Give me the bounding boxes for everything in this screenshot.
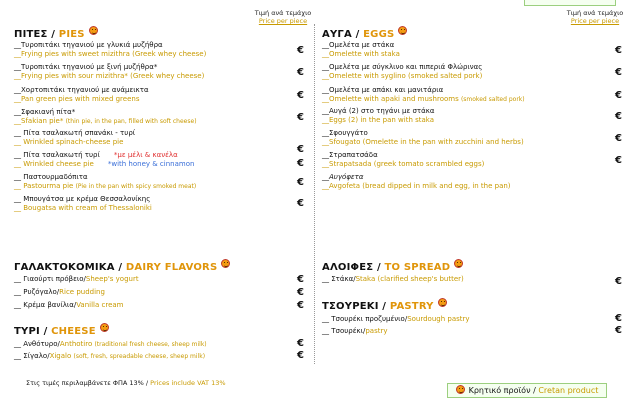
menu-item: __Τυροπιτάκι τηγανιού με ξινή μυζήθρα* __Frying pies with sour mizithra* (Greek whey cheese) € <box>14 63 304 80</box>
price-header-left: Τιμή ανά τεμάχιο Price per piece <box>254 9 312 25</box>
euro-sign: € <box>615 313 622 324</box>
euro-sign: € <box>615 276 622 287</box>
euro-sign: € <box>615 155 622 166</box>
section-title-spread: ΑΛΟΙΦΕΣ / TO SPREAD <box>322 262 463 273</box>
section-title-cheese: ΤΥΡΙ / CHEESE <box>14 326 109 337</box>
menu-item: __Στραπατσάδα __Strapatsada (greek tomato scrambled eggs) € <box>322 151 622 168</box>
euro-sign: € <box>297 198 304 209</box>
euro-sign: € <box>615 67 622 78</box>
euro-sign: € <box>297 177 304 188</box>
euro-sign: € <box>297 144 304 155</box>
euro-sign: € <box>297 287 304 298</box>
euro-sign: € <box>615 325 622 336</box>
smiley-icon <box>221 259 230 268</box>
euro-sign: € <box>297 158 304 169</box>
menu-item: __ Παστουρμαδόπιτα __ Pastourma pie (Pie in the pan with spicy smoked meat) € <box>14 173 304 190</box>
euro-sign: € <box>297 67 304 78</box>
menu-item: __Ομελέτα με στάκα __Omelette with staka € <box>322 41 622 58</box>
right-column <box>320 0 636 400</box>
section-title-eggs: ΑΥΓΑ / EGGS <box>322 29 407 40</box>
section-title-dairy: ΓΑΛΑΚΤΟΚΟΜΙΚΑ / DAIRY FLAVORS <box>14 262 230 273</box>
menu-item: __ Ρυζόγαλο/Rice pudding € <box>14 287 304 298</box>
menu-item: __Αυγόφετα __Avgofeta (bread dipped in milk and egg, in the pan) <box>322 173 511 190</box>
smiley-icon <box>456 385 465 394</box>
honey-note-en: *with honey & cinnamon <box>107 160 195 168</box>
euro-sign: € <box>297 350 304 361</box>
smiley-icon <box>100 323 109 332</box>
smiley-icon <box>89 26 98 35</box>
menu-item: __ Πίτα τσαλακωτή τυρί *με μέλι & κανέλα __ Wrinkled cheese pie *with honey & cinnamon € € <box>14 144 304 169</box>
euro-sign: € <box>297 45 304 56</box>
price-header-right: Τιμή ανά τεμάχιο Price per piece <box>566 9 624 25</box>
euro-sign: € <box>297 90 304 101</box>
cretan-product-legend: Κρητικό προϊόν / Cretan product <box>447 383 607 398</box>
smiley-icon <box>438 298 447 307</box>
menu-item: __Αυγά (2) στο τηγάνι με στάκα __Eggs (2) in the pan with staka € <box>322 107 622 124</box>
menu-item: __ Κρέμα βανίλια/Vanilla cream € <box>14 300 304 311</box>
menu-item: __Ομελέτα με σύγκλινο και πιπεριά Φλώρινας __Omelette with syglino (smoked salted pork) € <box>322 63 622 80</box>
menu-item: __ Τσουρέκι προζυμένιο/Sourdough pastry € <box>322 313 622 324</box>
euro-sign: € <box>297 300 304 311</box>
menu-item: __ Πίτα τσαλακωτή σπανάκι - τυρί __ Wrinkled spinach-cheese pie <box>14 129 136 146</box>
honey-note-gr: *με μέλι & κανέλα <box>113 151 178 159</box>
menu-item: __ Μπουγάτσα με κρέμα Θεσσαλονίκης __ Bougatsa with cream of Thessaloniki € <box>14 195 304 212</box>
menu-item: __ Ανθότυρο/Anthotiro (traditional fresh cheese, sheep milk) € <box>14 338 304 349</box>
menu-item: __ Σίγαλο/Xigalo (soft, fresh, spreadable cheese, sheep milk) € <box>14 350 304 361</box>
euro-sign: € <box>615 90 622 101</box>
menu-item: __Τυροπιτάκι τηγανιού με γλυκιά μυζήθρα __Frying pies with sweet mizithra (Greek whey cheese) € <box>14 41 304 58</box>
left-column <box>8 0 313 400</box>
menu-item: __ Γιαούρτι πρόβειο/Sheep's yogurt € <box>14 274 304 285</box>
column-divider <box>314 24 315 364</box>
menu-item: __ Στάκα/Staka (clarified sheep's butter) € <box>322 275 622 287</box>
euro-sign: € <box>297 338 304 349</box>
menu-item: __Σφακιανή πίτα* __Sfakian pie* (thin pie, in the pan, filled with soft cheese) € <box>14 108 304 125</box>
euro-sign: € <box>297 112 304 123</box>
menu-item: __Σφουγγάτο __Sfougato (Omelette in the pan with zucchini and herbs) € <box>322 129 622 146</box>
menu-item: __Χορτοπιτάκι τηγανιού με ανάμεικτα __Pan green pies with mixed greens € <box>14 86 304 103</box>
menu-item: __ Τσουρέκι/pastry € <box>322 325 622 336</box>
section-title-pastry: ΤΣΟΥΡΕΚΙ / PASTRY <box>322 301 447 312</box>
euro-sign: € <box>615 45 622 56</box>
menu-item: __Ομελέτα με απάκι και μανιτάρια __Omelette with apaki and mushrooms (smoked salted pork) € <box>322 86 622 103</box>
euro-sign: € <box>615 111 622 122</box>
euro-sign: € <box>615 133 622 144</box>
euro-sign: € <box>297 274 304 285</box>
smiley-icon <box>398 26 407 35</box>
section-title-pies: ΠΙΤΕΣ / PIES <box>14 29 98 40</box>
vat-note: Στις τιμές περιλαμβάνετε ΦΠΑ 13% / Prices include VAT 13% <box>26 379 226 387</box>
smiley-icon <box>454 259 463 268</box>
